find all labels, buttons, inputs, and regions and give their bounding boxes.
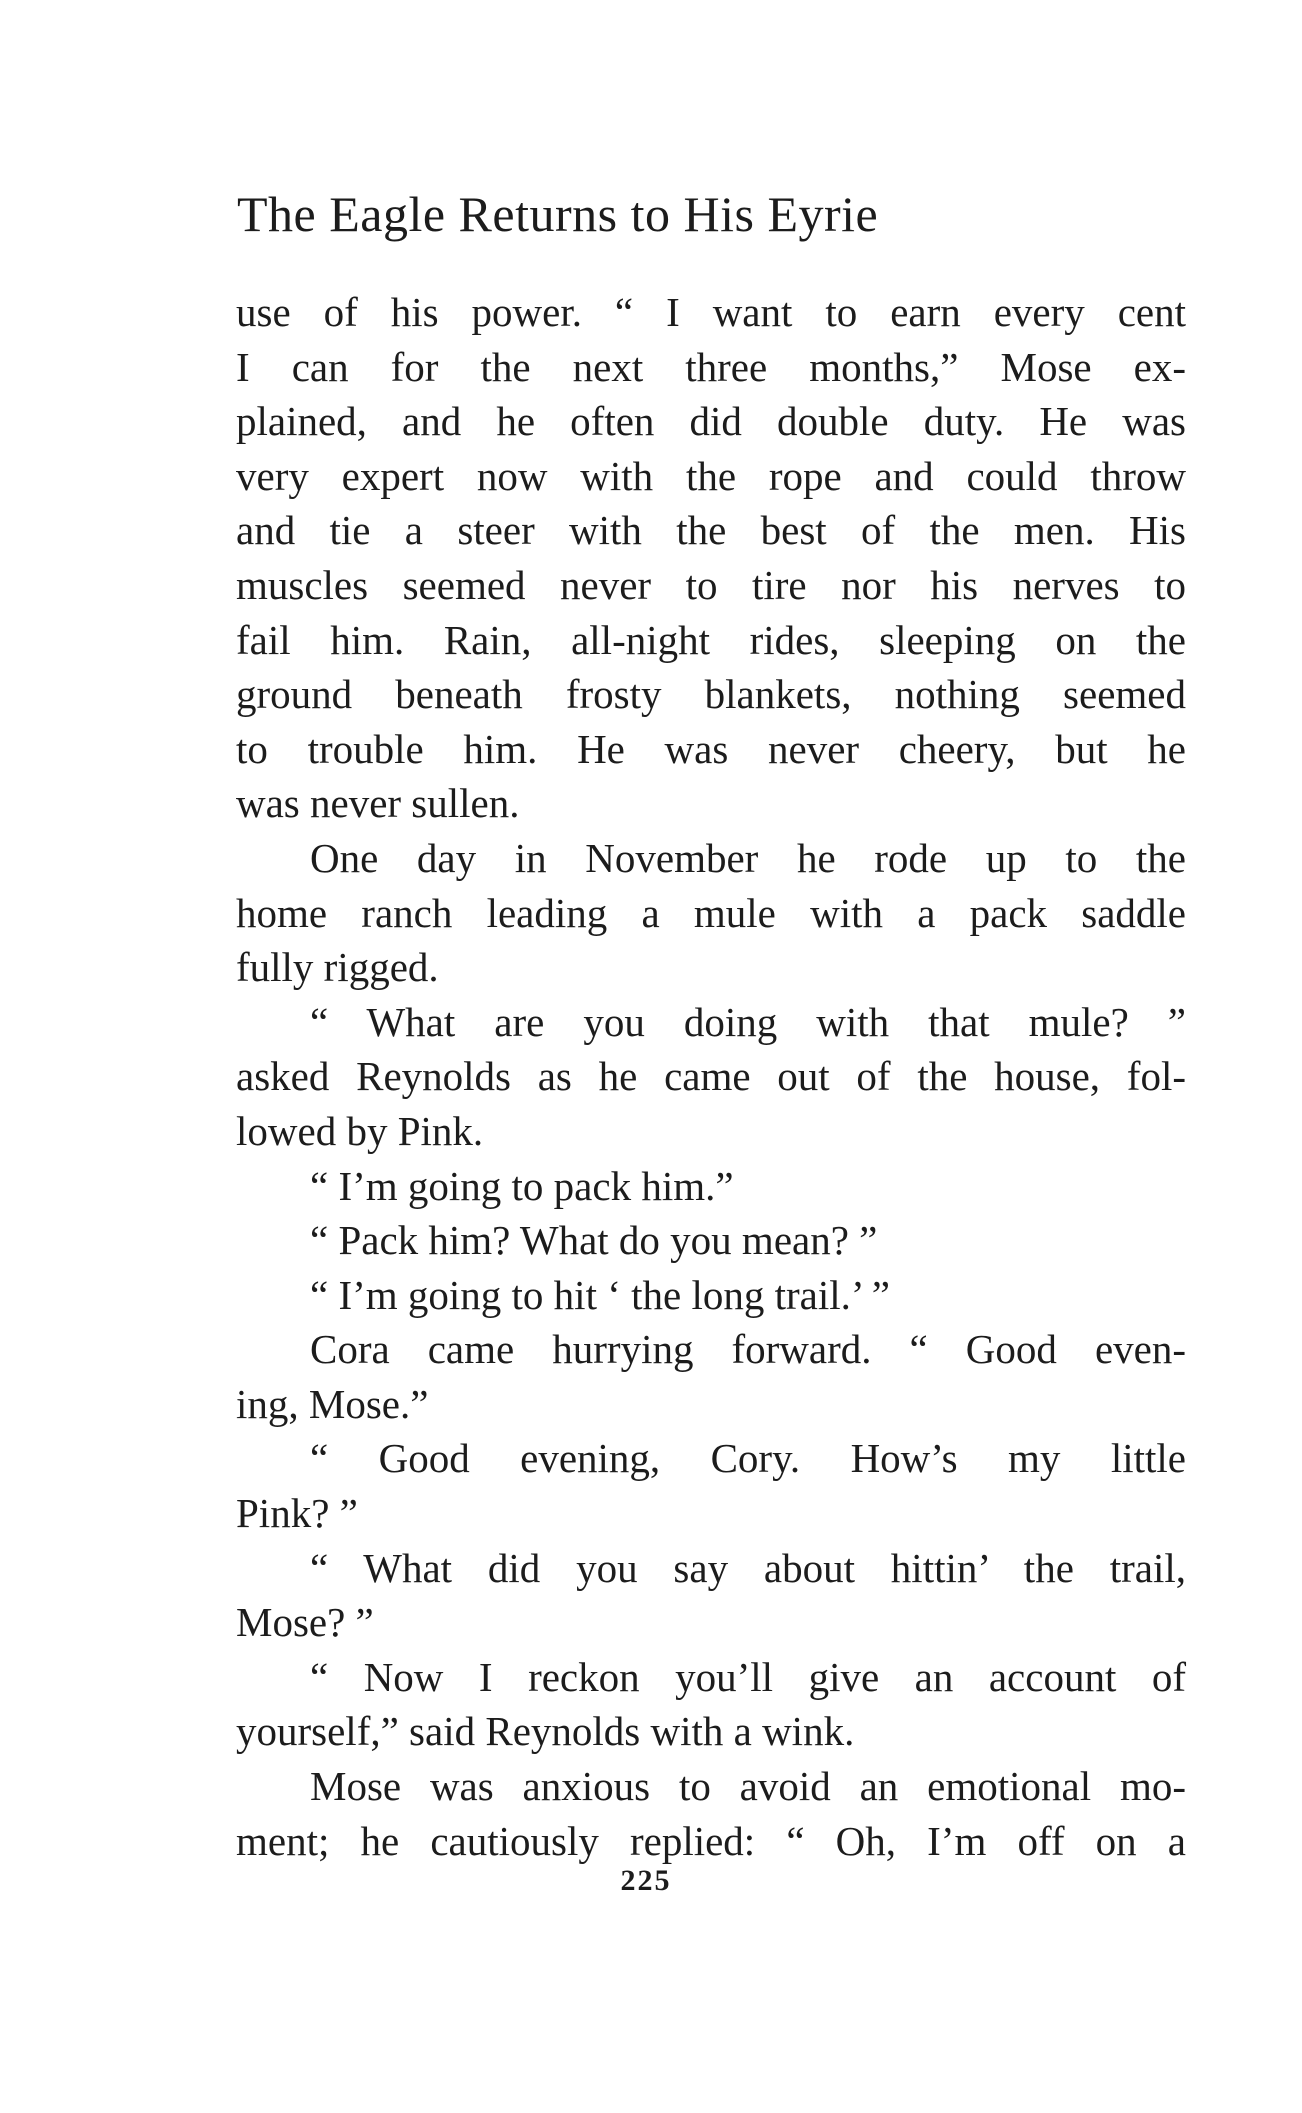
text-line: ground beneath frosty blankets, nothing seemed	[236, 671, 1186, 718]
text-line: plained, and he often did double duty. He was	[236, 398, 1186, 445]
text-line: ing, Mose.”	[236, 1380, 429, 1427]
text-line: yourself,” said Reynolds with a wink.	[236, 1708, 855, 1755]
text-line: Cora came hurrying forward. “ Good even-	[310, 1326, 1186, 1373]
text-line: fully rigged.	[236, 944, 439, 991]
text-line: lowed by Pink.	[236, 1107, 484, 1154]
text-line: “ I’m going to pack him.”	[310, 1162, 734, 1209]
text-line: One day in November he rode up to the	[310, 834, 1186, 881]
text-line: was never sullen.	[236, 780, 520, 827]
text-line: Pink? ”	[236, 1490, 358, 1537]
text-line: “ What are you doing with that mule? ”	[310, 998, 1186, 1045]
text-line: and tie a steer with the best of the men. His	[236, 507, 1186, 554]
text-line: muscles seemed never to tire nor his nerves to	[236, 561, 1186, 608]
text-line: “ Now I reckon you’ll give an account of	[310, 1653, 1186, 1700]
text-line: “ I’m going to hit ‘ the long trail.’ ”	[310, 1271, 890, 1318]
body-text	[236, 285, 1186, 1868]
text-line: Mose was anxious to avoid an emotional mo-	[310, 1763, 1186, 1810]
text-line: asked Reynolds as he came out of the house, fol-	[236, 1053, 1186, 1100]
text-line: Mose? ”	[236, 1599, 374, 1646]
text-line: very expert now with the rope and could throw	[236, 452, 1186, 499]
text-line: to trouble him. He was never cheery, but he	[236, 725, 1186, 772]
text-line: “ What did you say about hittin’ the trail,	[310, 1544, 1186, 1591]
text-line: home ranch leading a mule with a pack saddle	[236, 889, 1186, 936]
text-line: “ Good evening, Cory. How’s my little	[310, 1435, 1186, 1482]
text-line: use of his power. “ I want to earn every cent	[236, 289, 1186, 335]
text-line: “ Pack him? What do you mean? ”	[310, 1217, 878, 1264]
text-line: I can for the next three months,” Mose ex-	[236, 343, 1186, 390]
running-head: The Eagle Returns to His Eyrie	[237, 186, 879, 242]
text-line: fail him. Rain, all-night rides, sleeping on the	[236, 616, 1186, 663]
text-line: ment; he cautiously replied: “ Oh, I’m off on a	[236, 1817, 1186, 1864]
page-number: 225	[620, 1864, 672, 1897]
